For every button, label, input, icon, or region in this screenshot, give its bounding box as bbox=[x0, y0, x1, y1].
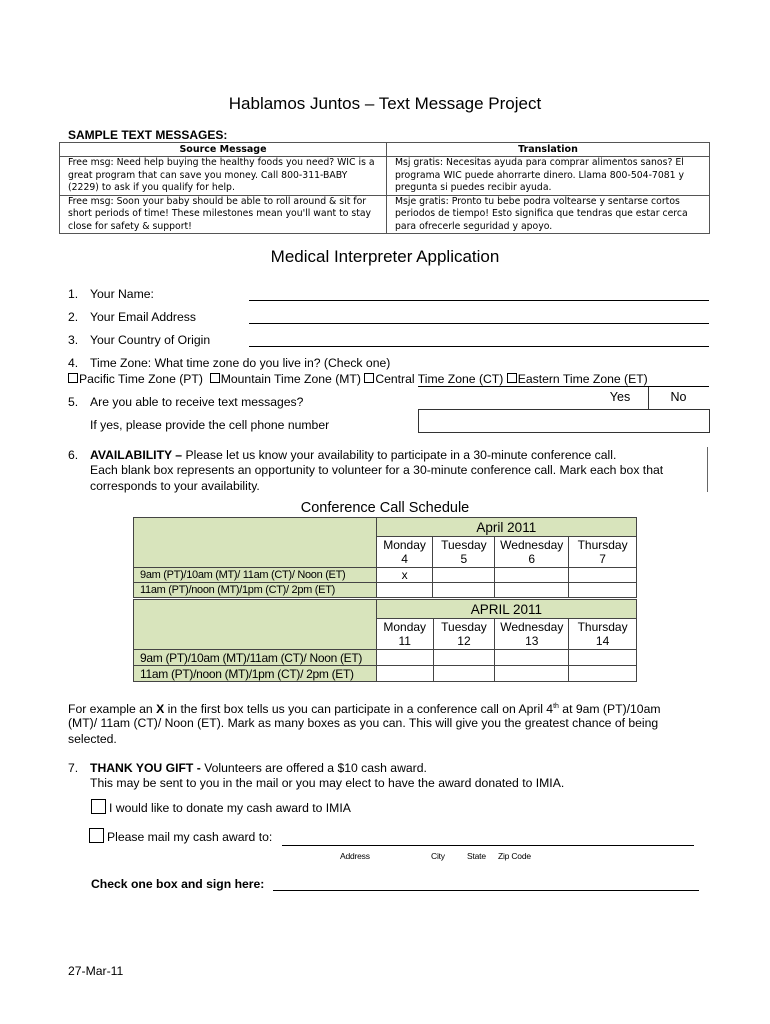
day-name: Tuesday bbox=[441, 620, 487, 634]
day-date: 5 bbox=[460, 552, 468, 566]
no-label: No bbox=[670, 390, 687, 404]
question-gift bbox=[68, 760, 427, 776]
checkbox-ct[interactable] bbox=[364, 373, 374, 383]
question-number: 4. bbox=[68, 356, 79, 370]
availability-cell[interactable] bbox=[433, 666, 495, 682]
availability-cell[interactable] bbox=[569, 583, 637, 598]
time-slot-label: 9am (PT)/10am (MT)/11am (CT)/ Noon (ET) bbox=[134, 650, 377, 666]
sign-label: Check one box and sign here: bbox=[91, 877, 265, 891]
day-name: Thursday bbox=[577, 538, 628, 552]
time-slot-label: 9am (PT)/10am (MT)/ 11am (CT)/ Noon (ET) bbox=[134, 568, 377, 583]
time-slot-label: 11am (PT)/noon (MT)/1pm (CT)/ 2pm (ET) bbox=[134, 583, 377, 598]
source-message: Free msg: Need help buying the healthy foods you need? WIC is a great program that can save you money. Call 800-311-BABY (2229) to ask if you qualify for help. bbox=[60, 157, 387, 196]
time-slot-label: 11am (PT)/noon (MT)/1pm (CT)/ 2pm (ET) bbox=[134, 666, 377, 682]
donate-label: I would like to donate my cash award to IMIA bbox=[109, 801, 351, 815]
availability-cell[interactable] bbox=[495, 583, 569, 598]
availability-cell[interactable] bbox=[376, 666, 433, 682]
day-date: 7 bbox=[599, 552, 606, 566]
donate-checkbox[interactable] bbox=[91, 799, 106, 814]
day-date: 13 bbox=[525, 634, 539, 648]
day-name: Wednesday bbox=[500, 538, 564, 552]
zip-label: Zip Code bbox=[498, 851, 531, 861]
schedule-corner bbox=[134, 518, 377, 568]
example-text: at 9am (PT)/10am bbox=[558, 702, 661, 717]
timezone-mt-label: Mountain Time Zone (MT) bbox=[220, 372, 361, 386]
question-label: Your Email Address bbox=[90, 310, 196, 324]
example-sup: th bbox=[553, 703, 559, 710]
day-header bbox=[376, 619, 433, 650]
availability-text: Please let us know your availability to participate in a 30-minute conference call. bbox=[182, 448, 617, 462]
example-mark: X bbox=[156, 702, 165, 717]
question-number: 2. bbox=[68, 310, 79, 324]
availability-cell[interactable] bbox=[433, 650, 495, 666]
checkbox-pt[interactable] bbox=[68, 373, 78, 383]
country-field[interactable] bbox=[249, 346, 709, 347]
question-label: Are you able to receive text messages? bbox=[90, 395, 304, 409]
question-number: 5. bbox=[68, 395, 79, 409]
question-country bbox=[68, 333, 210, 347]
day-date: 4 bbox=[401, 552, 408, 566]
example-line3: selected. bbox=[68, 732, 117, 746]
day-header bbox=[495, 619, 569, 650]
availability-cell[interactable] bbox=[376, 650, 433, 666]
question-timezone bbox=[68, 356, 390, 370]
mail-label: Please mail my cash award to: bbox=[107, 830, 273, 844]
timezone-ct-label: Central Time Zone (CT) bbox=[375, 372, 504, 386]
gift-line2: This may be sent to you in the mail or you may elect to have the award donated to IMIA. bbox=[90, 776, 565, 790]
gift-text: Volunteers are offered a $10 cash award. bbox=[200, 761, 427, 775]
availability-line3: corresponds to your availability. bbox=[90, 479, 260, 493]
day-name: Tuesday bbox=[441, 538, 487, 552]
availability-cell[interactable] bbox=[569, 666, 637, 682]
translation-message: Msje gratis: Pronto tu bebe podra voltearse y sentarse cortos periodos de tiempo! Esto significa que tendras que estar cerca para ofrecerle seguridad y apoyo. bbox=[387, 195, 710, 234]
question-text-messages bbox=[68, 395, 303, 409]
question-label: Your Name: bbox=[90, 287, 154, 301]
col-translation-header: Translation bbox=[387, 143, 710, 157]
gift-heading: THANK YOU GIFT - bbox=[90, 761, 201, 775]
day-date: 12 bbox=[457, 634, 471, 648]
timezone-options bbox=[68, 372, 648, 386]
availability-heading: AVAILABILITY – bbox=[90, 448, 183, 462]
col-source-header: Source Message bbox=[60, 143, 387, 157]
application-title: Medical Interpreter Application bbox=[270, 247, 500, 266]
mail-checkbox[interactable] bbox=[89, 828, 104, 843]
schedule-corner bbox=[134, 600, 377, 650]
schedule-block-april-4 bbox=[133, 517, 637, 598]
day-name: Thursday bbox=[577, 620, 628, 634]
day-date: 11 bbox=[398, 634, 411, 648]
yes-label: Yes bbox=[609, 390, 631, 404]
day-header bbox=[495, 537, 569, 568]
donate-option bbox=[91, 799, 351, 815]
day-header bbox=[376, 537, 433, 568]
availability-cell[interactable] bbox=[569, 568, 637, 583]
phone-label: If yes, please provide the cell phone number bbox=[90, 418, 330, 432]
phone-field[interactable] bbox=[418, 409, 710, 433]
question-number: 7. bbox=[68, 761, 79, 775]
example-text: For example an bbox=[68, 702, 157, 717]
table-row bbox=[60, 157, 710, 196]
question-availability bbox=[68, 447, 616, 463]
question-number: 6. bbox=[68, 448, 79, 462]
day-header bbox=[569, 619, 637, 650]
question-email bbox=[68, 310, 196, 324]
schedule-month: APRIL 2011 bbox=[376, 600, 636, 619]
availability-cell[interactable] bbox=[433, 583, 495, 598]
day-header bbox=[433, 537, 495, 568]
day-name: Monday bbox=[383, 620, 427, 634]
state-label: State bbox=[467, 851, 486, 861]
signature-field[interactable] bbox=[273, 890, 699, 891]
address-label: Address bbox=[340, 851, 370, 861]
example-text: in the first box tells us you can participate in a conference call on April 4 bbox=[164, 702, 554, 717]
schedule-block-april-11 bbox=[133, 599, 637, 682]
sample-messages-table bbox=[59, 142, 710, 234]
mail-option bbox=[89, 828, 272, 844]
day-name: Wednesday bbox=[500, 620, 564, 634]
availability-line2: Each blank box represents an opportunity to volunteer for a 30-minute conference call. Mark each box that bbox=[90, 463, 664, 477]
day-date: 14 bbox=[595, 634, 610, 648]
day-name: Monday bbox=[383, 538, 426, 552]
availability-cell[interactable] bbox=[376, 583, 433, 598]
mail-address-field[interactable] bbox=[282, 845, 694, 846]
availability-cell[interactable] bbox=[495, 666, 569, 682]
document-title: Hablamos Juntos – Text Message Project bbox=[228, 94, 542, 113]
day-header bbox=[569, 537, 637, 568]
city-label: City bbox=[431, 851, 445, 861]
day-header bbox=[433, 619, 495, 650]
question-number: 1. bbox=[68, 287, 79, 301]
schedule-month: April 2011 bbox=[376, 518, 636, 537]
name-field[interactable] bbox=[249, 300, 709, 301]
availability-cell[interactable] bbox=[433, 568, 495, 583]
table-row bbox=[60, 195, 710, 234]
availability-cell[interactable] bbox=[495, 568, 569, 583]
schedule-title: Conference Call Schedule bbox=[300, 500, 470, 516]
timezone-et-label: Eastern Time Zone (ET) bbox=[517, 372, 648, 386]
example-line2: (MT)/ 11am (CT)/ Noon (ET). Mark as many boxes as you can. This will give you the greatest chance of being bbox=[68, 716, 659, 730]
yes-option[interactable] bbox=[592, 387, 649, 410]
source-message: Free msg: Soon your baby should be able to roll around & sit for short periods of time! These milestones mean you'll want to stay close for safety & support! bbox=[60, 195, 387, 234]
translation-message: Msj gratis: Necesitas ayuda para comprar alimentos sanos? El programa WIC puede ahorrarte dinero. Llama 800-504-7081 y pregunta si puedes recibir ayuda. bbox=[387, 157, 710, 196]
footer-date: 27-Mar-11 bbox=[68, 964, 124, 978]
availability-cell[interactable] bbox=[495, 650, 569, 666]
checkbox-et[interactable] bbox=[507, 373, 517, 383]
timezone-pt-label: Pacific Time Zone (PT) bbox=[79, 372, 203, 386]
question-label: Time Zone: What time zone do you live in? (Check one) bbox=[90, 356, 391, 370]
question-number: 3. bbox=[68, 333, 79, 347]
question-label: Your Country of Origin bbox=[90, 333, 211, 347]
email-field[interactable] bbox=[249, 323, 709, 324]
checkbox-mt[interactable] bbox=[210, 373, 220, 383]
sample-messages-label: SAMPLE TEXT MESSAGES: bbox=[68, 128, 228, 142]
no-option[interactable] bbox=[648, 387, 709, 410]
availability-cell[interactable]: x bbox=[376, 568, 433, 583]
day-date: 6 bbox=[528, 552, 536, 566]
question-name bbox=[68, 287, 154, 301]
divider bbox=[707, 447, 708, 492]
availability-cell[interactable] bbox=[569, 650, 637, 666]
